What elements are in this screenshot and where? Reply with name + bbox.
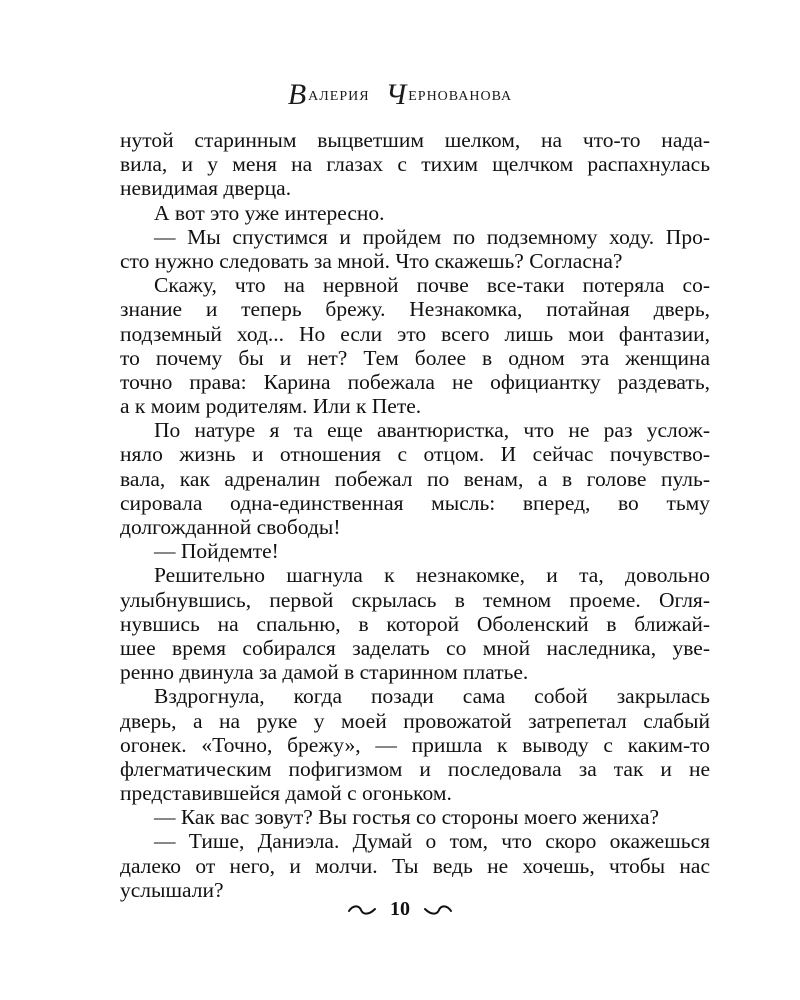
text-line: вала, как адреналин побежал по венам, а в голове пуль-: [120, 466, 710, 491]
text-line: няло жизнь и отношения с отцом. И сейчас почувство-: [120, 442, 710, 467]
text-line: нутой старинным выцветшим шелком, на что-то нада-: [120, 128, 710, 152]
text-line: знание и теперь брежу. Незнакомка, потайная дверь,: [120, 297, 710, 322]
text-line: а к моим родителям. Или к Пете.: [120, 394, 422, 419]
text-line: улыбнувшись, первой скрылась в темном проеме. Огля-: [120, 587, 710, 612]
text-line: — Пойдемте!: [154, 539, 279, 564]
text-line: флегматическим пофигизмом и последовала за так и не: [120, 756, 710, 781]
text-line: шее время собирался заделать со мной наследника, уве-: [120, 635, 710, 660]
text-line: — Мы спустимся и пройдем по подземному ходу. Про-: [154, 224, 710, 249]
running-head-author: [0, 80, 800, 110]
text-line: сто нужно следовать за мной. Что скажешь? Согласна?: [120, 248, 623, 273]
author-first-initial: В: [287, 78, 308, 111]
swirl-ornament-right-icon: [423, 904, 453, 916]
page-number: 10: [390, 898, 410, 920]
text-line: представившейся дамой с огоньком.: [120, 781, 452, 806]
text-line: дверь, а на руке у моей провожатой затрепетал слабый: [120, 708, 710, 733]
text-line: А вот это уже интересно.: [154, 200, 385, 225]
text-line: далеко от него, и молчи. Ты ведь не хочешь, чтобы нас: [120, 853, 710, 878]
text-line: Вздрогнула, когда позади сама собой закрылась: [154, 684, 710, 709]
author-last-rest: ЕРНОВАНОВА: [408, 89, 513, 104]
text-line: — Как вас зовут? Вы гостья со стороны моего жениха?: [154, 805, 660, 830]
body-text: [120, 128, 710, 902]
page-footer: [0, 898, 800, 921]
text-line: невидимая дверца.: [120, 176, 292, 201]
text-line: услышали?: [120, 877, 224, 902]
text-line: По натуре я та еще авантюристка, что не раз услож-: [154, 418, 710, 443]
swirl-ornament-left-icon: [347, 904, 377, 916]
text-line: Скажу, что на нервной почве все-таки потеряла со-: [154, 273, 710, 298]
text-line: вила, и у меня на глазах с тихим щелчком распахнулась: [120, 152, 710, 177]
author-last-initial: Ч: [385, 78, 408, 111]
text-line: — Тише, Даниэла. Думай о том, что скоро окажешься: [154, 829, 710, 854]
author-first-rest: АЛЕРИЯ: [308, 89, 370, 104]
text-line: ренно двинула за дамой в старинном платье.: [120, 660, 529, 685]
text-line: то почему бы и нет? Тем более в одном эта женщина: [120, 345, 710, 370]
text-line: подземный ход... Но если это всего лишь мои фантазии,: [120, 321, 710, 346]
text-line: сировала одна-единственная мысль: вперед, во тьму: [120, 490, 710, 515]
text-line: долгожданной свободы!: [120, 515, 341, 539]
text-line: огонек. «Точно, брежу», — пришла к выводу с каким-то: [120, 732, 710, 757]
text-line: Решительно шагнула к незнакомке, и та, довольно: [154, 563, 710, 588]
text-line: точно права: Карина побежала не официантку раздевать,: [120, 369, 710, 394]
text-line: нувшись на спальню, в которой Оболенский в ближай-: [120, 611, 710, 636]
